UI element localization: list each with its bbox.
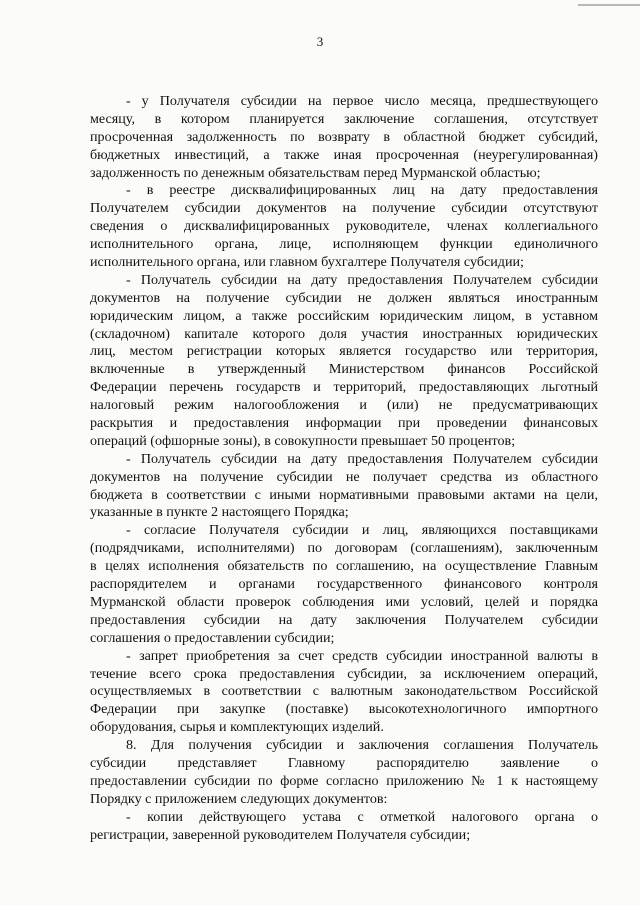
text-line: (складочном) капитале которого доля участия иностранных юридических <box>90 325 598 342</box>
paragraph <box>90 451 598 523</box>
text-line: налоговый режим налогообложения и (или) не предусматривающих <box>90 397 598 414</box>
text-line: указанные в пункте 2 настоящего Порядка; <box>90 504 349 521</box>
text-line: документов на получение субсидии не должен являться иностранным <box>90 289 598 306</box>
text-line: предоставлении субсидии по форме согласно приложению № 1 к настоящему <box>90 772 598 789</box>
text-line: документов на получение субсидии не получает средства из областного <box>90 468 598 485</box>
paragraph <box>90 648 598 737</box>
scan-edge-mark <box>578 4 640 6</box>
text-line: операций (офшорные зоны), в совокупности превышает 50 процентов; <box>90 432 516 449</box>
text-line: оборудования, сырья и комплектующих изделий. <box>90 719 384 736</box>
text-line: предоставления субсидии на дату заключения Получателем субсидии <box>90 611 598 628</box>
text-line: соглашения о предоставлении субсидии; <box>90 629 335 646</box>
paragraph <box>90 93 598 182</box>
text-line: просроченная задолженность по возврату в областной бюджет субсидий, <box>90 128 598 145</box>
text-line: исполнительного органа, или главном бухгалтере Получателя субсидии; <box>90 254 524 271</box>
text-line: раскрытия и предоставления информации при проведении финансовых <box>90 415 598 432</box>
text-line: месяцу, в котором планируется заключение соглашения, отсутствует <box>90 110 598 127</box>
text-line: - у Получателя субсидии на первое число месяца, предшествующего <box>126 93 598 109</box>
text-line: включенные в утвержденный Министерством финансов Российской <box>90 361 598 378</box>
text-line: течение всего срока предоставления субсидии, за исключением операций, <box>90 665 598 682</box>
text-line: Мурманской области проверок соблюдения ими условий, целей и порядка <box>90 593 598 610</box>
text-line: осуществляемых в соответствии с валютным законодательством Российской <box>90 683 598 700</box>
text-line: Порядку с приложением следующих документов: <box>90 790 388 807</box>
text-line: в целях исполнения обязательств по соглашению, на осуществление Главным <box>90 558 598 575</box>
paragraph <box>90 522 598 647</box>
text-line: - согласие Получателя субсидии и лиц, являющихся поставщиками <box>126 522 598 539</box>
text-line: исполнительного органа, лице, исполняющем функции единоличного <box>90 236 598 253</box>
text-line: распорядителем и органами государственного финансового контроля <box>90 576 598 593</box>
paragraph <box>90 182 598 271</box>
text-line: - Получатель субсидии на дату предоставления Получателем субсидии <box>126 271 598 288</box>
text-line: - в реестре дисквалифицированных лиц на дату предоставления <box>126 182 598 199</box>
text-line: Федерации при закупке (поставке) высокотехнологичного импортного <box>90 701 598 718</box>
document-body <box>90 93 598 844</box>
text-line: задолженность по денежным обязательствам перед Мурманской областью; <box>90 164 541 181</box>
text-line: (подрядчиками, исполнителями) по договорам (соглашениям), заключенным <box>90 540 598 557</box>
page-number: 3 <box>316 34 324 49</box>
paragraph <box>90 809 598 845</box>
text-line: - копии действующего устава с отметкой налогового органа о <box>126 808 598 825</box>
text-line: - запрет приобретения за счет средств субсидии иностранной валюты в <box>126 647 598 664</box>
text-line: Получателем субсидии документов на получение субсидии отсутствуют <box>90 200 598 217</box>
text-line: регистрации, заверенной руководителем Получателя субсидии; <box>90 826 471 843</box>
text-line: бюджета в соответствии с иными нормативными правовыми актами на цели, <box>90 486 598 503</box>
text-line: 8. Для получения субсидии и заключения соглашения Получатель <box>126 737 598 754</box>
text-line: Федерации перечень государств и территорий, предоставляющих льготный <box>90 379 598 396</box>
text-line: бюджетных инвестиций, а также иная просроченная (неурегулированная) <box>90 146 598 163</box>
paragraph <box>90 737 598 809</box>
text-line: субсидии представляет Главному распорядителю заявление о <box>90 754 598 771</box>
text-line: - Получатель субсидии на дату предоставления Получателем субсидии <box>126 450 598 467</box>
text-line: лиц, местом регистрации которых является государство или территория, <box>90 343 598 360</box>
paragraph <box>90 272 598 451</box>
text-line: юридическим лицом, а также российским юридическим лицом, в уставном <box>90 307 598 324</box>
text-line: сведения о дисквалифицированных руководителе, членах коллегиального <box>90 218 598 235</box>
